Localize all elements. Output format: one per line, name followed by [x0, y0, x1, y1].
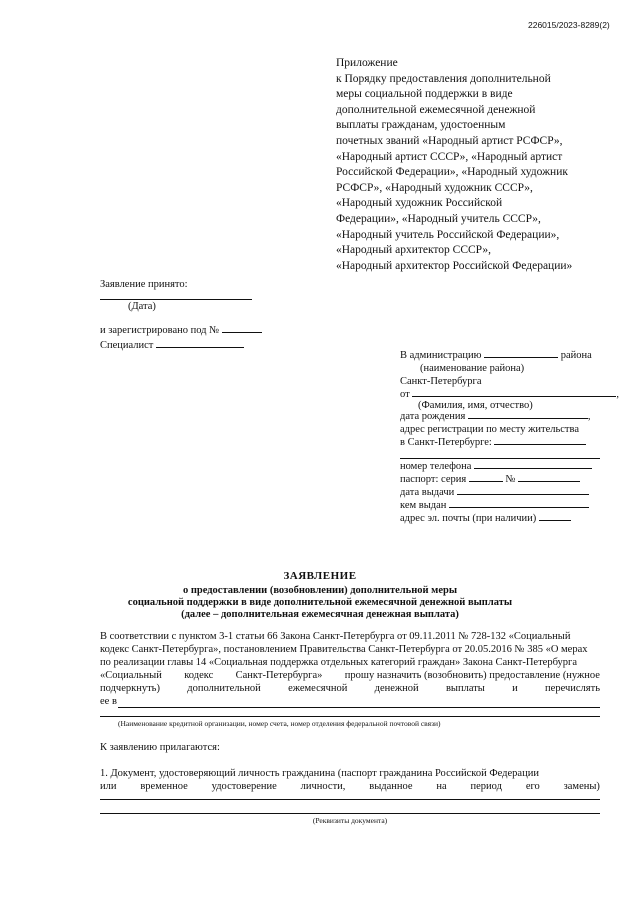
appendix-line: «Народный художник Российской — [336, 197, 503, 210]
appendix-line: дополнительной ежемесячной денежной — [336, 103, 536, 116]
reg-address-line[interactable] — [400, 458, 600, 459]
item-word: замены) — [563, 781, 600, 792]
item-word: на — [436, 781, 447, 792]
passport-series-field[interactable] — [469, 481, 503, 482]
appendix-line: Федерации», «Народный учитель СССР», — [336, 212, 541, 225]
item-1-line-2 — [100, 781, 600, 792]
item-word: удостоверение — [211, 781, 277, 792]
district-field[interactable] — [484, 357, 558, 358]
appendix-line: к Порядку предоставления дополнительной — [336, 72, 551, 85]
appendix-line: выплаты гражданам, удостоенным — [336, 119, 506, 132]
item-word: временное — [140, 781, 188, 792]
bank-hint: (Наименование кредитной организации, номер счета, номер отделения федеральной почтовой связи) — [118, 719, 441, 728]
appendix-line: «Народный учитель Российской Федерации», — [336, 228, 560, 241]
registration-row — [100, 325, 262, 336]
appendix-line: меры социальной поддержки в виде — [336, 88, 513, 101]
document-hint: (Реквизиты документа) — [312, 816, 388, 825]
bank-details-line-2[interactable] — [100, 716, 600, 717]
body-line-2: кодекс Санкт-Петербурга», постановлением Правительства Санкт-Петербурга от 20.05.2016 № 385 «О мерах — [100, 644, 588, 655]
item-word: период — [470, 781, 502, 792]
document-details-line-2[interactable] — [100, 813, 600, 814]
phone-label: номер телефона — [400, 461, 472, 472]
city-label: Санкт-Петербурга — [400, 376, 482, 387]
body-word: денежной — [374, 683, 419, 694]
document-title: ЗАЯВЛЕНИЕ — [283, 570, 357, 582]
appendix-line: «Народный архитектор Российской Федерации» — [336, 259, 573, 272]
date-hint: (Дата) — [128, 301, 156, 312]
document-number: 226015/2023-8289(2) — [528, 20, 610, 30]
birth-row: дата рождения , — [400, 411, 591, 422]
district-label: района — [560, 350, 592, 361]
registered-label: и зарегистрировано под № — [100, 325, 220, 336]
appendix-line: «Народный архитектор СССР», — [336, 244, 491, 257]
from-label: от — [400, 389, 410, 400]
body-word: кодекс — [184, 670, 214, 681]
body-word: Санкт-Петербурга» — [235, 670, 323, 681]
title-sub-1: о предоставлении (возобновлении) дополнительной меры — [182, 585, 458, 596]
appendix-line: Приложение — [336, 57, 398, 69]
phone-field[interactable] — [474, 468, 592, 469]
body-word: прошу назначить (возобновить) предоставление (нужное — [344, 670, 600, 681]
passport-number-label: № — [505, 474, 516, 485]
registration-number-field[interactable] — [222, 332, 262, 333]
appendix-block — [336, 56, 572, 274]
attached-label: К заявлению прилагаются: — [100, 742, 220, 753]
item-word: выданное — [369, 781, 413, 792]
body-line-5 — [100, 683, 600, 694]
title-sub-3: (далее – дополнительная ежемесячная денежная выплата) — [181, 609, 459, 620]
item-1-line-1: 1. Документ, удостоверяющий личность гражданина (паспорт гражданина Российской Федерации — [100, 768, 539, 779]
admin-row — [400, 350, 592, 361]
body-word: выплаты — [445, 683, 485, 694]
reg-address-field[interactable] — [494, 444, 586, 445]
email-row — [400, 513, 571, 524]
appendix-line: почетных званий «Народный артист РСФСР», — [336, 134, 563, 147]
specialist-row — [100, 340, 244, 351]
bank-details-field[interactable] — [118, 707, 600, 708]
district-hint: (наименование района) — [420, 363, 525, 374]
specialist-label: Специалист — [100, 340, 154, 351]
issued-by-label: кем выдан — [400, 500, 447, 511]
passport-row — [400, 474, 580, 485]
document-details-line-1[interactable] — [100, 799, 600, 800]
reg-address-label: адрес регистрации по месту жительства — [400, 424, 579, 435]
full-name-field[interactable] — [412, 396, 616, 397]
body-line-4 — [100, 670, 600, 681]
body-word: дополнительной — [187, 683, 261, 694]
appendix-line: «Народный артист СССР», «Народный артист — [336, 150, 563, 163]
issue-date-row — [400, 487, 589, 498]
body-word: ежемесячной — [288, 683, 348, 694]
from-row: от , — [400, 389, 619, 400]
issued-by-row — [400, 500, 589, 511]
phone-row — [400, 461, 592, 472]
birth-label: дата рождения — [400, 411, 466, 422]
email-label: адрес эл. почты (при наличии) — [400, 513, 537, 524]
body-word: и — [512, 683, 518, 694]
admin-label: В администрацию — [400, 350, 482, 361]
specialist-field[interactable] — [156, 347, 244, 348]
name-hint: (Фамилия, имя, отчество) — [418, 400, 533, 411]
body-line-3: по реализации главы 14 «Социальная поддержка отдельных категорий граждан» Закона Санкт-Петербурга — [100, 657, 577, 668]
birth-date-field[interactable] — [468, 418, 588, 419]
body-line-6: ее в — [100, 696, 117, 707]
in-spb-row — [400, 437, 586, 448]
body-line-1: В соответствии с пунктом 3-1 статьи 66 Закона Санкт-Петербурга от 09.11.2011 № 728-132 «Социальный — [100, 631, 571, 642]
passport-label: паспорт: серия — [400, 474, 467, 485]
item-word: или — [100, 781, 117, 792]
item-word: личности, — [300, 781, 346, 792]
date-line[interactable] — [100, 299, 252, 300]
in-spb-label: в Санкт-Петербурге: — [400, 437, 492, 448]
issue-date-field[interactable] — [457, 494, 589, 495]
issue-date-label: дата выдачи — [400, 487, 455, 498]
accepted-label: Заявление принято: — [100, 279, 188, 290]
body-word: перечислять — [545, 683, 600, 694]
issued-by-field[interactable] — [449, 507, 589, 508]
body-word: подчеркнуть) — [100, 683, 160, 694]
item-word: его — [525, 781, 540, 792]
appendix-line: Российской Федерации», «Народный художник — [336, 166, 568, 179]
passport-number-field[interactable] — [518, 481, 580, 482]
title-sub-2: социальной поддержки в виде дополнительной ежемесячной денежной выплаты — [127, 597, 513, 608]
body-word: «Социальный — [100, 670, 162, 681]
email-field[interactable] — [539, 520, 571, 521]
appendix-line: РСФСР», «Народный художник СССР», — [336, 181, 533, 194]
